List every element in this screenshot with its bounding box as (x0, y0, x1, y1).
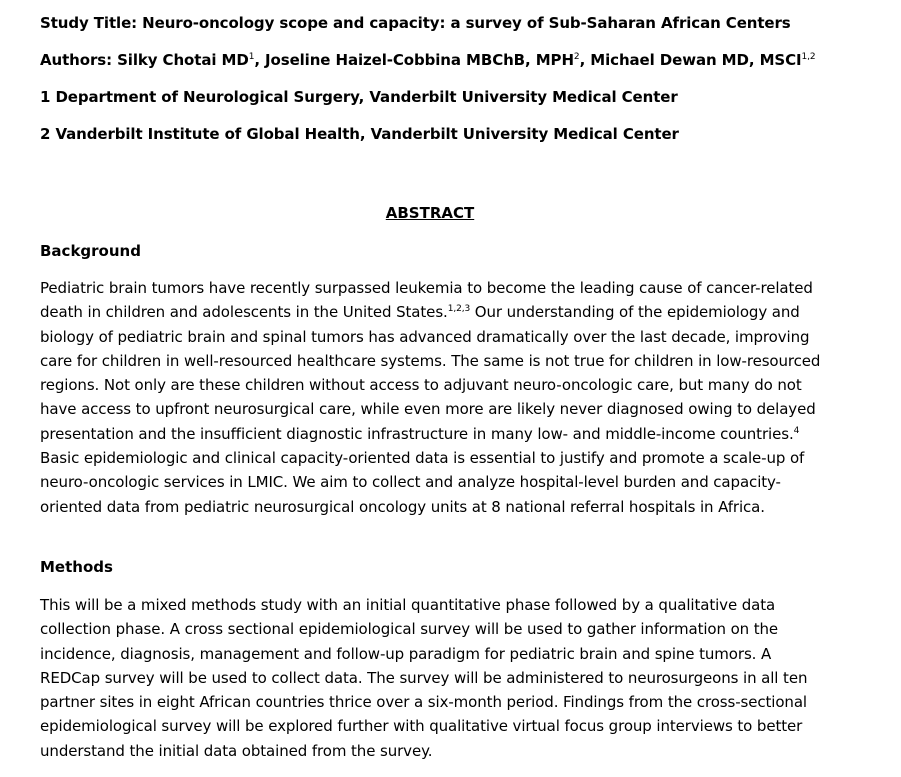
affiliation-1: 1 Department of Neurological Surgery, Vanderbilt University Medical Center (40, 88, 678, 106)
methods-paragraph: This will be a mixed methods study with an initial quantitative phase followed by a qualitative data collection phase. A cross sectional epidemiological survey will be used to gather information on the incidence, diagnosis, management and follow-up paradigm for pediatric brain and spine tumors. A REDCap survey will be used to collect data. The survey will be administered to neurosurgeons in all ten partner sites in eight African countries thrice over a six-month period. Findings from the cross-sectional epidemiological survey will be explored further with qualitative virtual focus group interviews to better understand the initial data obtained from the survey. (40, 596, 808, 760)
author-superscript: 2 (573, 52, 580, 62)
author-superscript: 1 (248, 52, 255, 62)
authors-text: , Michael Dewan MD, MSCI (579, 51, 802, 69)
study-title: Study Title: Neuro-oncology scope and capacity: a survey of Sub-Saharan African Centers (40, 14, 791, 32)
authors-text: , Joseline Haizel-Cobbina MBChB, MPH (254, 51, 574, 69)
authors-line (40, 49, 840, 71)
authors-text: Authors: Silky Chotai MD (40, 51, 249, 69)
citation-superscript: 1,2,3 (447, 304, 471, 315)
background-paragraph (40, 276, 830, 519)
abstract-title: ABSTRACT (385, 204, 475, 222)
background-text: Basic epidemiologic and clinical capacity-oriented data is essential to justify and promote a scale-up of neuro-oncologic services in LMIC. We aim to collect and analyze hospital-level burden and capacity-oriented data from pediatric neurosurgical oncology units at 8 national referral hospitals in Africa. (40, 449, 805, 516)
background-text: Our understanding of the epidemiology and biology of pediatric brain and spinal tumors has advanced dramatically over the last decade, improving care for children in well-resourced healthcare systems. The same is not true for children in low-resourced regions. Not only are these children without access to adjuvant neuro-oncologic care, but many do not have access to upfront neurosurgical care, while even more are likely never diagnosed owing to delayed presentation and the insufficient diagnostic infrastructure in many low- and middle-income countries. (40, 303, 821, 443)
author-superscript: 1,2 (801, 52, 816, 62)
methods-heading: Methods (40, 558, 113, 576)
document-page (40, 12, 840, 760)
background-text: Pediatric brain tumors have recently surpassed leukemia to become the leading cause of cancer-related death in children and adolescents in the United States. (40, 279, 813, 322)
background-heading: Background (40, 242, 141, 260)
affiliation-2: 2 Vanderbilt Institute of Global Health, Vanderbilt University Medical Center (40, 125, 679, 143)
citation-superscript: 4 (793, 425, 800, 436)
